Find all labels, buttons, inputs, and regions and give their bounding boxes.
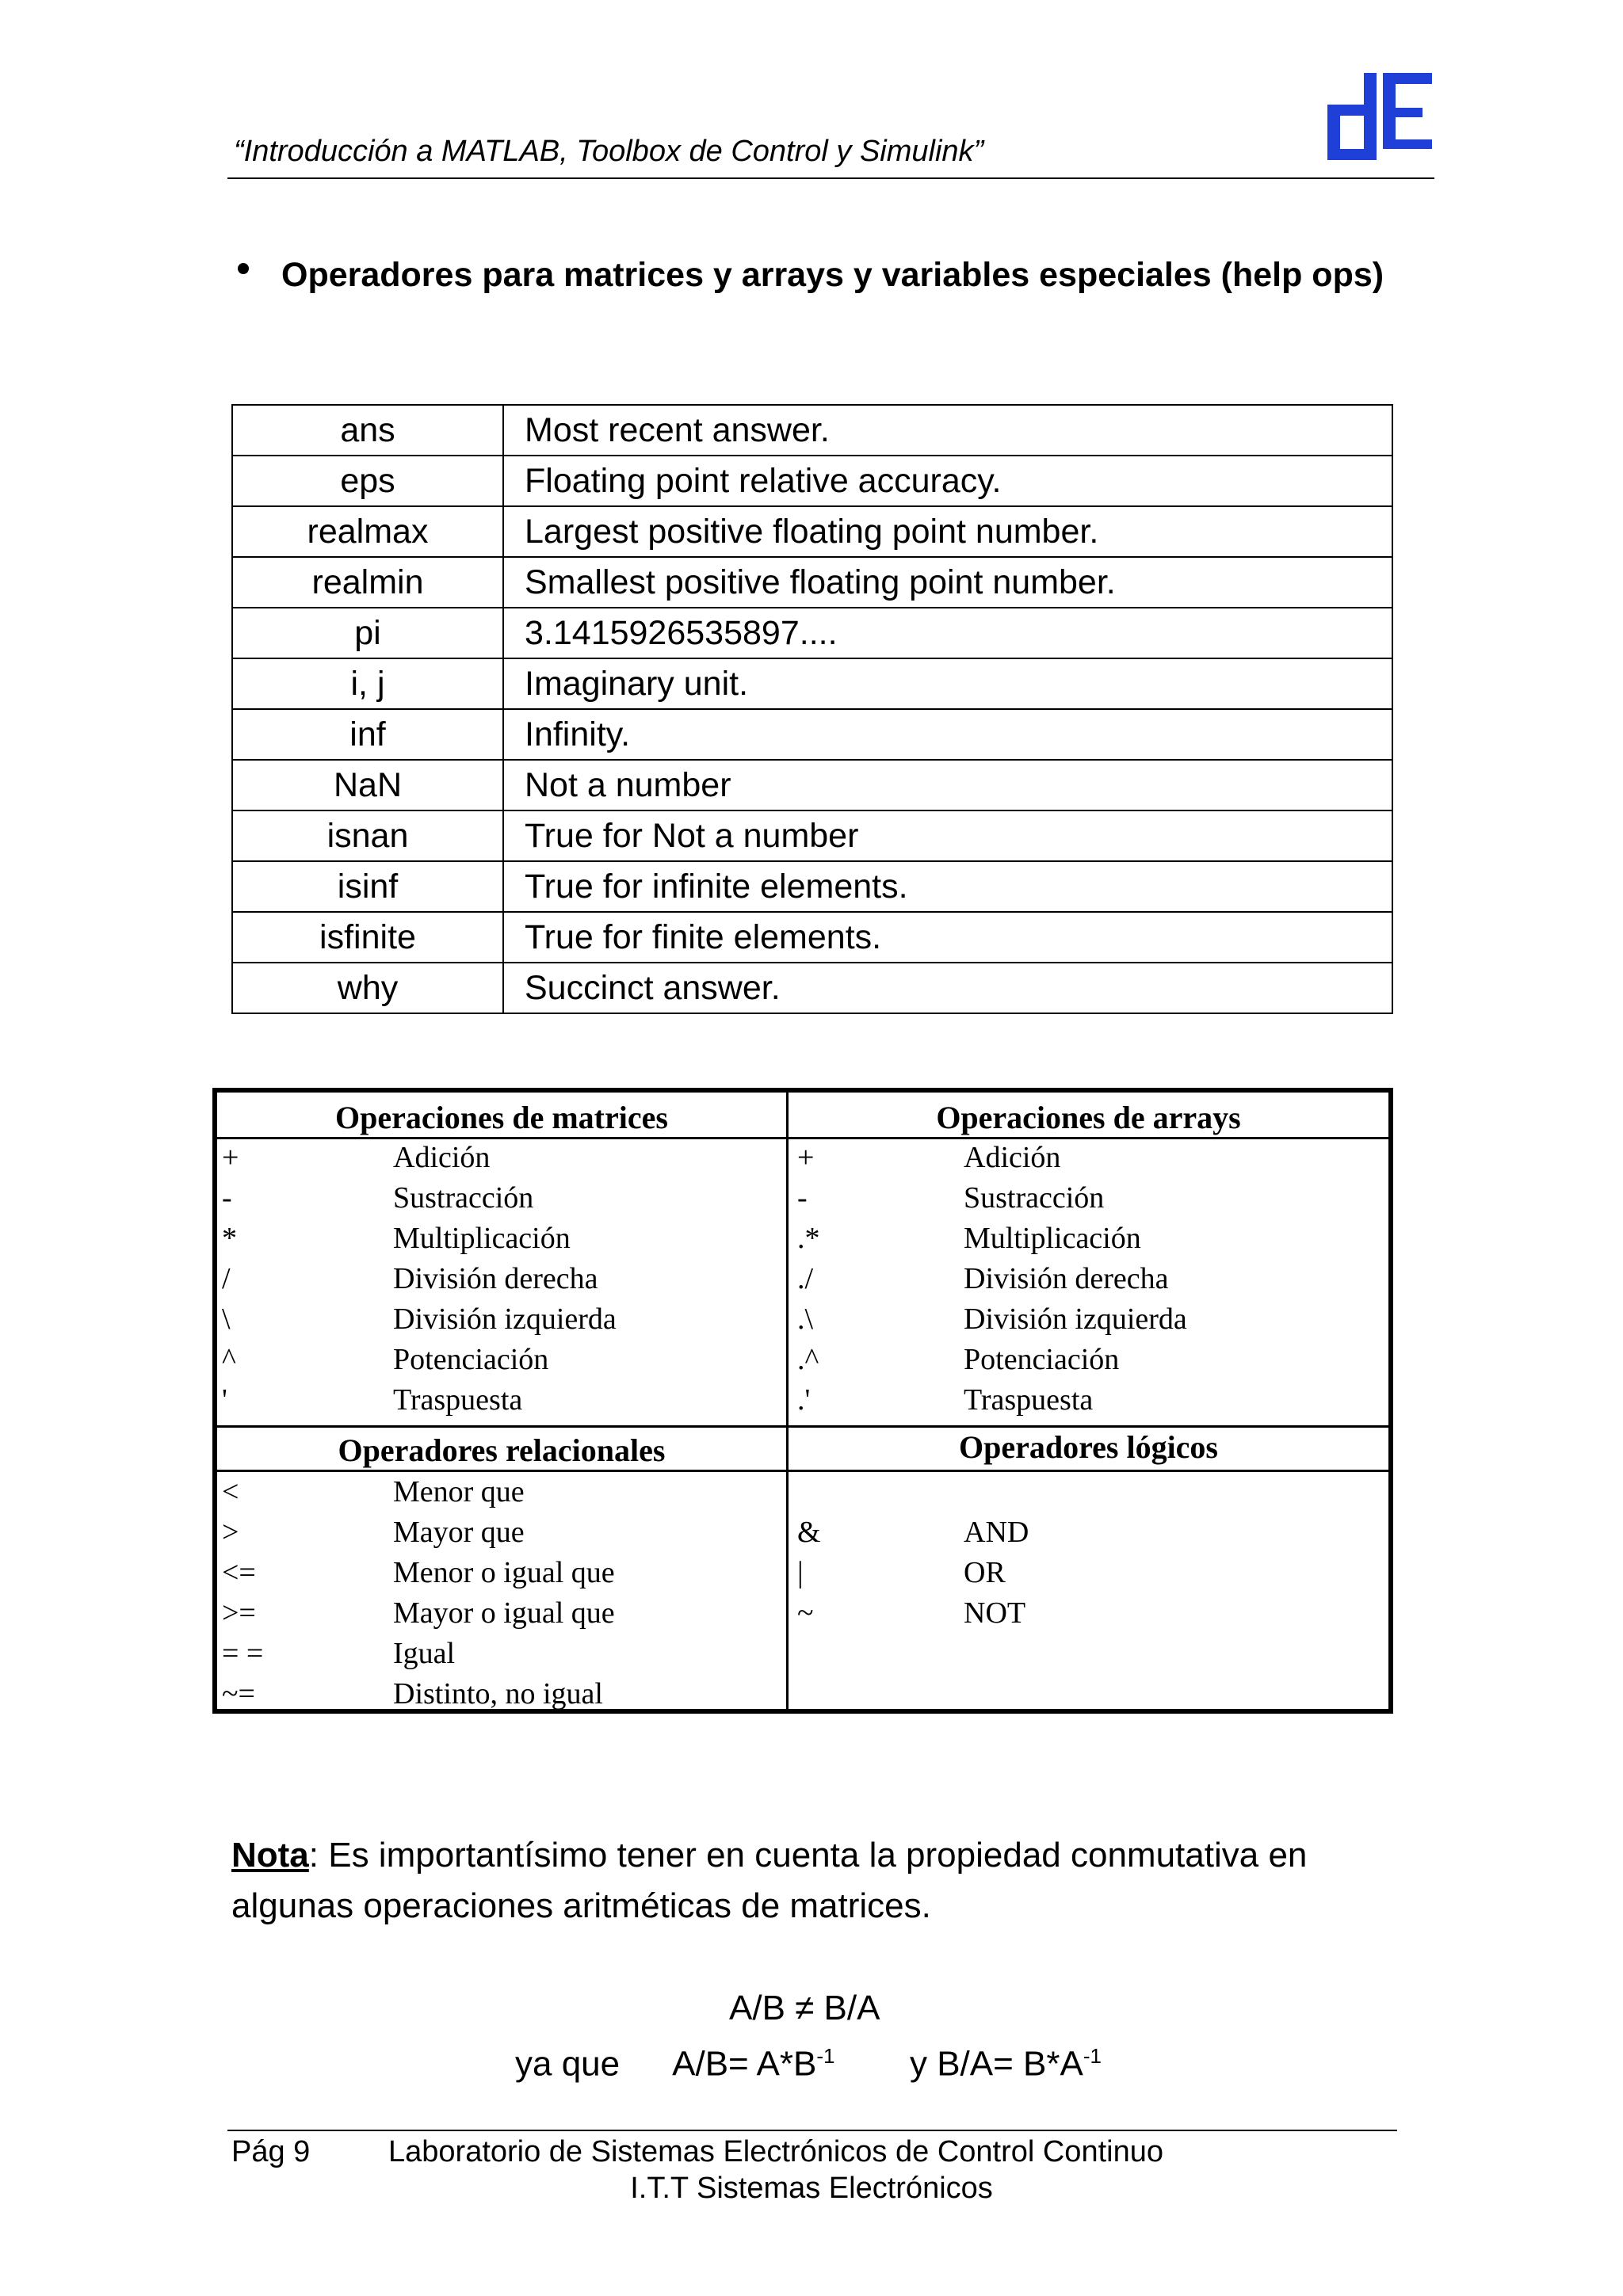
relational-ops-header: Operadores relacionales <box>338 1432 666 1468</box>
matrix-op-symbol: - <box>222 1181 232 1215</box>
department-logo <box>1319 65 1438 168</box>
variable-row <box>232 608 1392 658</box>
variable-name: realmax <box>232 506 503 557</box>
variable-row <box>232 506 1392 557</box>
matrix-op-label: Sustracción <box>393 1181 534 1215</box>
operators-header-rule <box>217 1137 1388 1139</box>
relational-op-symbol: = = <box>222 1637 264 1670</box>
array-op-label: Potenciación <box>964 1343 1120 1376</box>
formula-part1: A/B= A*B <box>672 2044 817 2084</box>
array-ops-header: Operaciones de arrays <box>936 1100 1241 1135</box>
variable-description: Infinity. <box>503 709 1392 760</box>
variable-row <box>232 658 1392 709</box>
operators-section-rule <box>217 1425 1388 1428</box>
variable-row <box>232 557 1392 608</box>
array-op-symbol: - <box>797 1181 808 1215</box>
variable-name: NaN <box>232 760 503 810</box>
array-op-symbol: .^ <box>797 1343 819 1376</box>
variable-description: 3.1415926535897.... <box>503 608 1392 658</box>
variable-row <box>232 963 1392 1013</box>
formula-part2: y B/A= B*A <box>909 2044 1083 2084</box>
matrix-op-label: Potenciación <box>393 1343 549 1376</box>
section-heading: Operadores para matrices y arrays y variables especiales (help ops) <box>281 256 1384 294</box>
variable-row <box>232 760 1392 810</box>
relational-op-symbol: ~= <box>222 1677 255 1711</box>
array-op-label: Sustracción <box>964 1181 1105 1215</box>
array-op-label: División izquierda <box>964 1302 1187 1336</box>
matrix-op-symbol: ^ <box>222 1343 236 1376</box>
array-op-symbol: .' <box>797 1383 811 1417</box>
operators-table <box>212 1088 1393 1714</box>
variable-name: ans <box>232 405 503 456</box>
bullet-icon <box>238 263 249 274</box>
variable-name: realmin <box>232 557 503 608</box>
variable-name: why <box>232 963 503 1013</box>
relational-op-label: Menor que <box>393 1475 525 1508</box>
document-header-title: “Introducción a MATLAB, Toolbox de Control y Simulink” <box>234 135 984 168</box>
variable-name: inf <box>232 709 503 760</box>
logical-op-symbol: | <box>797 1556 804 1589</box>
logical-ops-header: Operadores lógicos <box>958 1429 1218 1465</box>
array-op-label: Multiplicación <box>964 1222 1141 1255</box>
matrix-op-symbol: / <box>222 1262 231 1295</box>
relational-op-label: Igual <box>393 1637 456 1670</box>
variable-row <box>232 912 1392 963</box>
note-label: Nota <box>231 1836 309 1875</box>
logical-op-symbol: ~ <box>797 1596 814 1630</box>
header-rule <box>227 177 1434 179</box>
relational-op-symbol: <= <box>222 1556 256 1589</box>
variable-description: True for finite elements. <box>503 912 1392 963</box>
variable-row <box>232 861 1392 912</box>
matrix-op-label: Multiplicación <box>393 1222 571 1255</box>
relational-op-label: Distinto, no igual <box>393 1677 603 1711</box>
note-paragraph <box>231 1830 1396 1932</box>
variable-name: eps <box>232 456 503 506</box>
footer-rule <box>227 2130 1397 2131</box>
relational-op-symbol: >= <box>222 1596 256 1630</box>
formula-part1-exponent: -1 <box>816 2044 835 2068</box>
variable-description: Floating point relative accuracy. <box>503 456 1392 506</box>
variable-description: Largest positive floating point number. <box>503 506 1392 557</box>
variable-row <box>232 456 1392 506</box>
footer-lab-name: Laboratorio de Sistemas Electrónicos de Control Continuo <box>388 2135 1163 2168</box>
variable-description: True for Not a number <box>503 810 1392 861</box>
array-op-symbol: .\ <box>797 1302 814 1336</box>
array-op-symbol: .* <box>797 1222 820 1255</box>
formula-inequality: A/B ≠ B/A <box>729 1989 880 2027</box>
variable-description: Succinct answer. <box>503 963 1392 1013</box>
array-op-label: Traspuesta <box>964 1383 1094 1417</box>
matrix-op-symbol: \ <box>222 1302 231 1336</box>
variable-description: Most recent answer. <box>503 405 1392 456</box>
matrix-op-symbol: + <box>222 1141 239 1174</box>
variable-name: isfinite <box>232 912 503 963</box>
logical-op-label: AND <box>964 1516 1029 1549</box>
logical-op-symbol: & <box>797 1516 821 1549</box>
variable-row <box>232 405 1392 456</box>
matrix-op-label: Adición <box>393 1141 491 1174</box>
variable-name: i, j <box>232 658 503 709</box>
matrix-op-symbol: ' <box>222 1383 227 1417</box>
variable-name: isnan <box>232 810 503 861</box>
variable-name: isinf <box>232 861 503 912</box>
array-op-symbol: + <box>797 1141 815 1174</box>
matrix-op-label: División izquierda <box>393 1302 617 1336</box>
array-op-symbol: ./ <box>797 1262 814 1295</box>
variable-row <box>232 709 1392 760</box>
variable-description: True for infinite elements. <box>503 861 1392 912</box>
relational-op-label: Mayor o igual que <box>393 1596 615 1630</box>
relational-op-label: Menor o igual que <box>393 1556 615 1589</box>
formula-part2-exponent: -1 <box>1083 2044 1102 2068</box>
matrix-op-label: Traspuesta <box>393 1383 523 1417</box>
variable-description: Imaginary unit. <box>503 658 1392 709</box>
relational-op-symbol: > <box>222 1516 239 1549</box>
note-text: : Es importantísimo tener en cuenta la propiedad conmutativa en algunas operaciones aritméticas de matrices. <box>231 1836 1308 1925</box>
variable-description: Not a number <box>503 760 1392 810</box>
logical-op-label: OR <box>964 1556 1006 1589</box>
formula-ya-que: ya que <box>515 2044 621 2084</box>
footer-program: I.T.T Sistemas Electrónicos <box>630 2172 993 2205</box>
operators-table-divider <box>786 1093 789 1709</box>
array-op-label: Adición <box>964 1141 1061 1174</box>
matrix-op-symbol: * <box>222 1222 237 1255</box>
formula-explanation <box>515 2044 1102 2084</box>
logical-op-label: NOT <box>964 1596 1026 1630</box>
special-variables-table <box>231 404 1393 1014</box>
matrix-op-label: División derecha <box>393 1262 598 1295</box>
variable-row <box>232 810 1392 861</box>
operators-subheader-rule <box>217 1470 1388 1472</box>
footer-page-number: Pág 9 <box>231 2135 311 2168</box>
variable-description: Smallest positive floating point number. <box>503 557 1392 608</box>
matrix-ops-header: Operaciones de matrices <box>335 1100 668 1135</box>
relational-op-symbol: < <box>222 1475 239 1508</box>
array-op-label: División derecha <box>964 1262 1169 1295</box>
variable-name: pi <box>232 608 503 658</box>
relational-op-label: Mayor que <box>393 1516 525 1549</box>
